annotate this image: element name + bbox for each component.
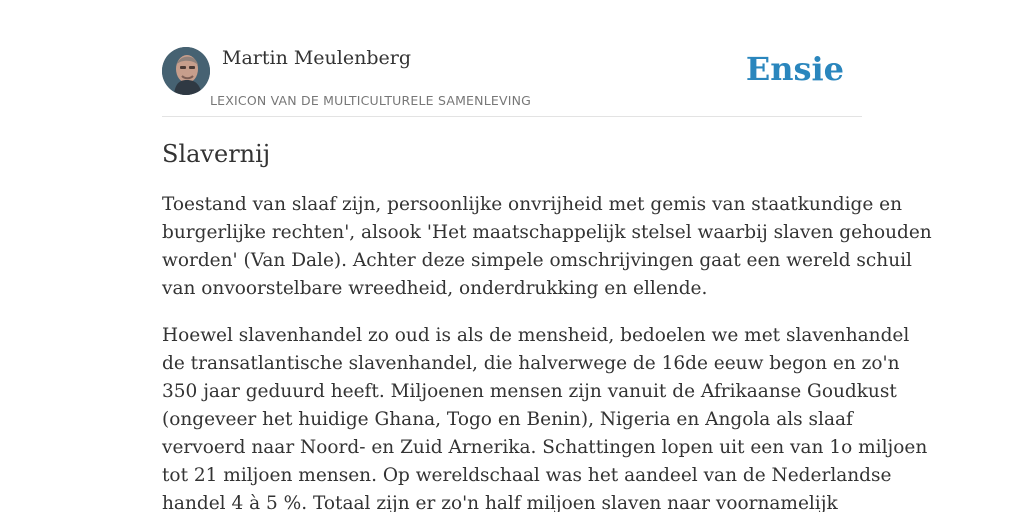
paragraph-line: 350 jaar geduurd heeft. Miljoenen mensen zijn vanuit de Afrikaanse Goudkust [162, 381, 897, 402]
article-title: Slavernij [162, 140, 271, 168]
author-name[interactable]: Martin Meulenberg [222, 47, 411, 69]
paragraph-line: Hoewel slavenhandel zo oud is als de mensheid, bedoelen we met slavenhandel [162, 325, 910, 346]
avatar[interactable] [162, 47, 210, 95]
paragraph-line: de transatlantische slavenhandel, die halverwege de 16de eeuw begon en zo'n [162, 353, 900, 374]
ensie-logo[interactable]: Ensie [745, 50, 844, 88]
article-content [162, 138, 932, 512]
paragraph-line: handel 4 à 5 %. Totaal zijn er zo'n half miljoen slaven naar voornamelijk [162, 493, 838, 512]
article-paragraph-2 [162, 322, 928, 512]
paragraph-line: burgerlijke rechten', alsook 'Het maatschappelijk stelsel waarbij slaven gehouden [162, 222, 932, 243]
paragraph-line: van onvoorstelbare wreedheid, onderdrukking en ellende. [162, 278, 708, 299]
author-portrait-icon [162, 47, 210, 95]
lexicon-subtitle[interactable]: LEXICON VAN DE MULTICULTURELE SAMENLEVING [210, 93, 532, 108]
paragraph-line: tot 21 miljoen mensen. Op wereldschaal was het aandeel van de Nederlandse [162, 465, 892, 486]
article-paragraph-1 [162, 191, 932, 303]
paragraph-line: worden' (Van Dale). Achter deze simpele omschrijvingen gaat een wereld schuil [162, 250, 912, 271]
paragraph-line: (ongeveer het huidige Ghana, Togo en Benin), Nigeria en Angola als slaaf [162, 409, 853, 430]
article-header [162, 46, 862, 117]
paragraph-line: Toestand van slaaf zijn, persoonlijke onvrijheid met gemis van staatkundige en [162, 194, 903, 215]
paragraph-line: vervoerd naar Noord- en Zuid Arnerika. Schattingen lopen uit een van 1o miljoen [162, 437, 928, 458]
